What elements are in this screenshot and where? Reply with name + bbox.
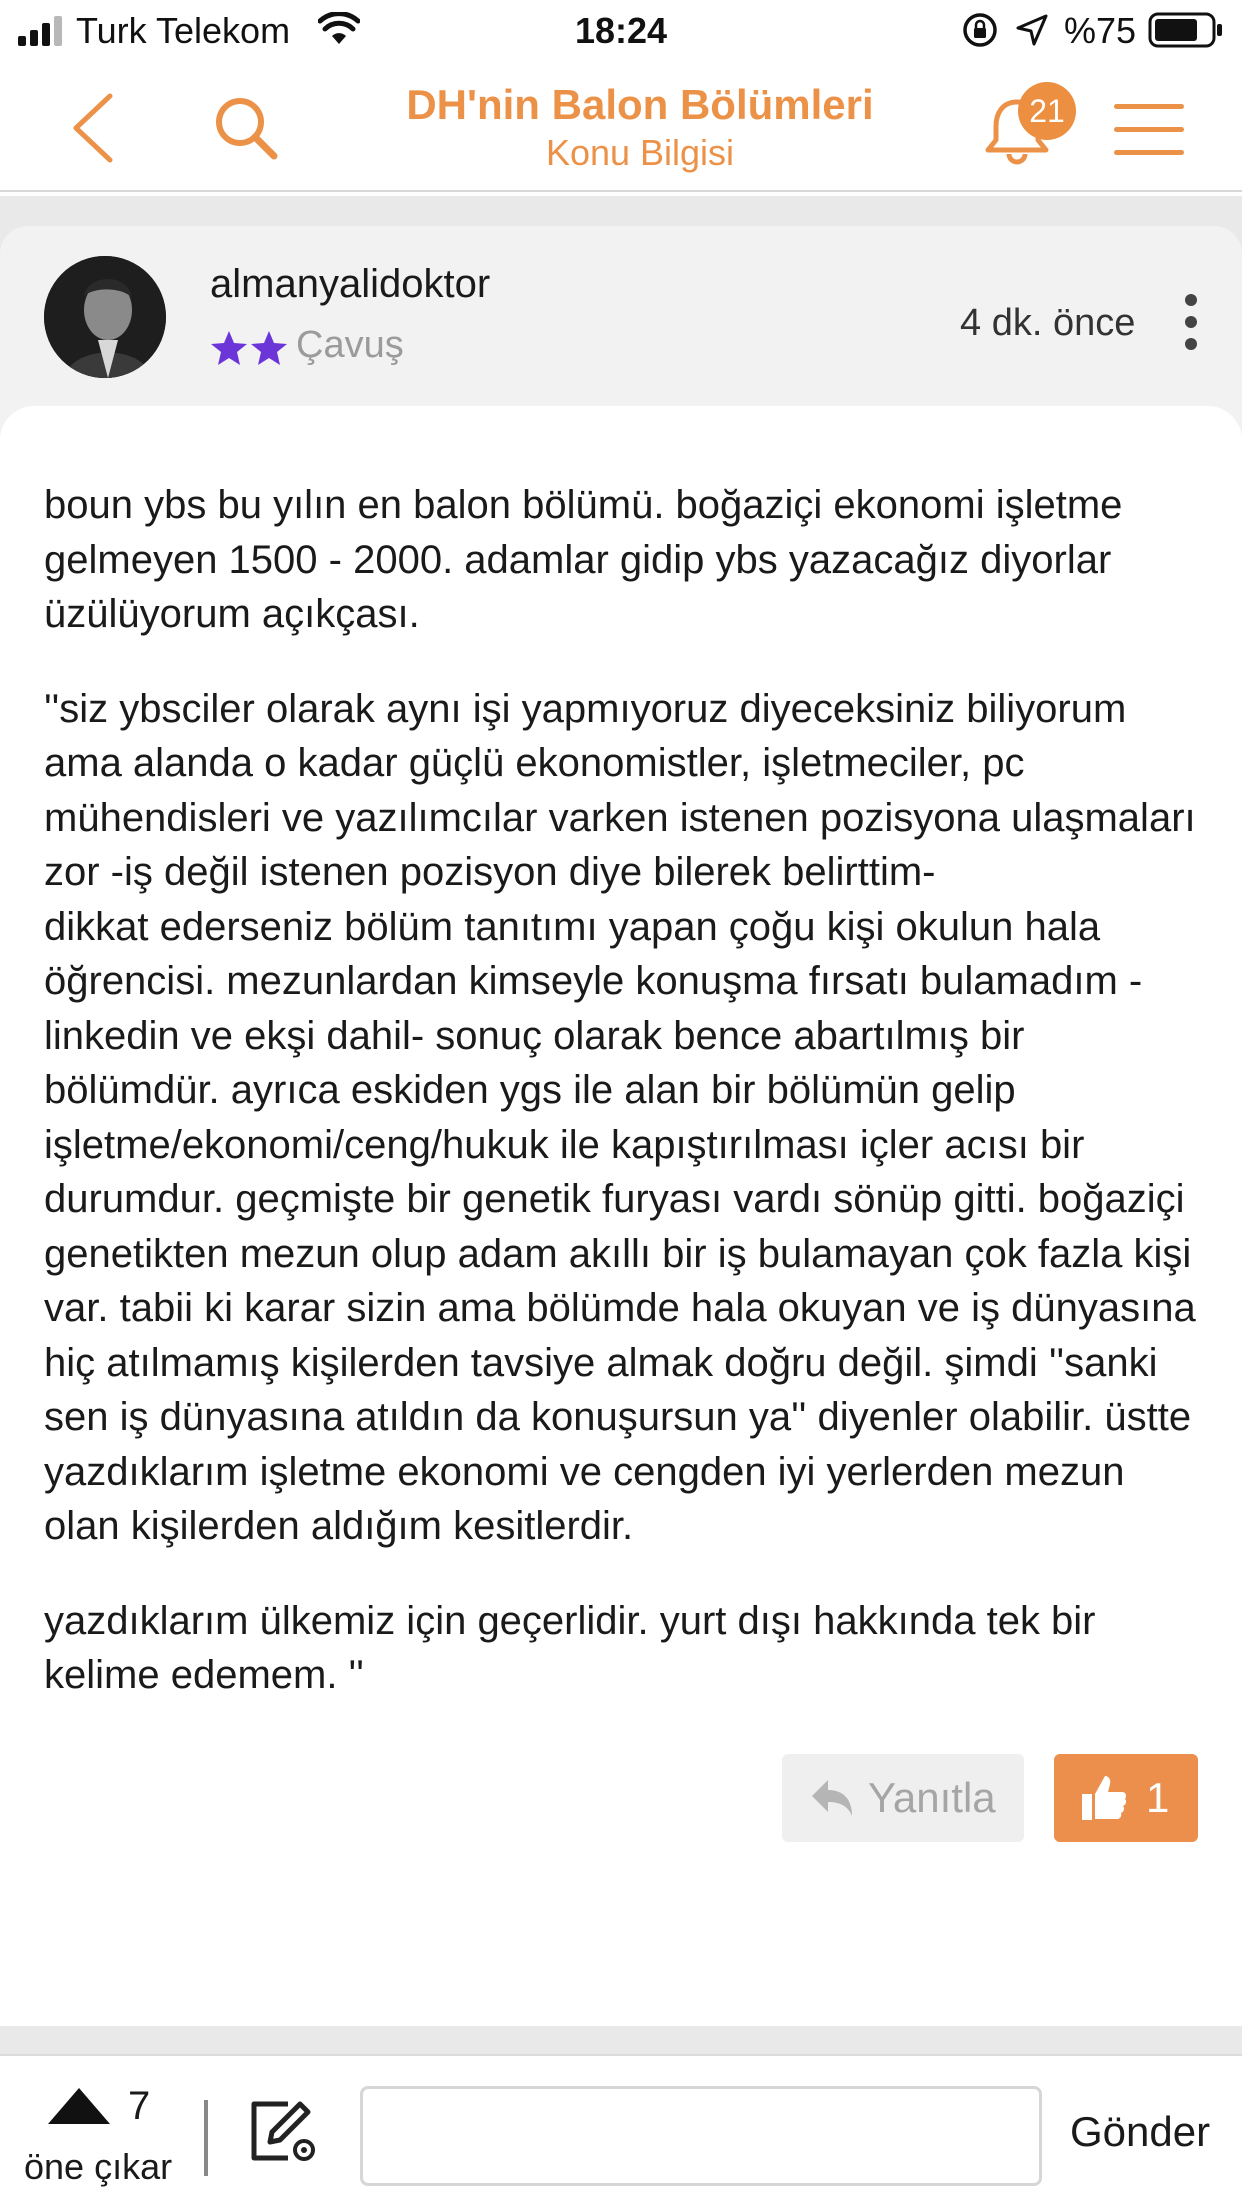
thumbs-up-icon [1080, 1772, 1128, 1822]
reply-button[interactable] [782, 1754, 1024, 1842]
avatar-image [44, 256, 166, 378]
reply-text-input[interactable] [360, 2086, 1042, 2186]
chevron-left-icon[interactable] [66, 92, 118, 164]
more-vertical-icon[interactable] [1176, 292, 1206, 352]
location-arrow-icon [1016, 14, 1048, 46]
post-timestamp: 4 dk. önce [960, 302, 1136, 344]
post-paragraph: ''siz ybsciler olarak aynı işi yapmıyoruz diyeceksiniz biliyorum ama alanda o kadar güçlü ekonomistler, işletmeciler, pc mühendisleri ve yazılımcılar varken istenen pozisyona ulaşmaları zor -iş değil istenen pozisyon diye bilerek belirttim- [44, 686, 1196, 894]
page-subtitle[interactable]: Konu Bilgisi [545, 132, 735, 173]
avatar[interactable] [44, 256, 166, 378]
rank-stars-icon [210, 328, 290, 368]
edit-settings-icon[interactable] [248, 2096, 320, 2166]
status-bar [0, 0, 1242, 62]
top-navigation-bar [0, 62, 1242, 192]
send-button[interactable]: Gönder [1070, 2108, 1211, 2155]
user-rank: Çavuş [296, 324, 404, 366]
post-header [0, 226, 1242, 406]
bottom-action-bar [0, 2054, 1242, 2208]
battery-icon [1148, 12, 1224, 48]
title-block [340, 80, 940, 176]
post-paragraph: dikkat ederseniz bölüm tanıtımı yapan çoğu kişi okulun hala öğrencisi. mezunlardan kimseyle konuşma fırsatı bulamadım -linkedin ve ekşi dahil- sonuç olarak bence abartılmış bir bölümdür. ayrıca eskiden ygs ile alan bir bölümün gelip işletme/ekonomi/ceng/hukuk ile kapıştırılması içler acısı bir durumdur. geçmişte bir genetik furyası vardı sönüp gitti. boğaziçi genetikten mezun olup adam akıllı bir iş bulamayan çok fazla kişi var. tabii ki karar sizin ama bölümde hala okuyan ve iş dünyasına hiç atılmamış kişilerden tavsiye almak doğru değil. şimdi ''sanki sen iş dünyasına atıldın da konuşursun ya'' diyenler olabilir. üstte yazdıklarım işletme ekonomi ve cengden iyi yerlerden mezun olan kişilerden aldığım kesitlerdir. [44, 904, 1196, 1548]
post-card [0, 226, 1242, 2026]
like-button[interactable] [1054, 1754, 1198, 1842]
post-feed[interactable] [0, 196, 1242, 2054]
clock: 18:24 [574, 10, 668, 51]
notification-badge: 21 [1018, 82, 1076, 140]
divider [204, 2100, 208, 2176]
upvote-label[interactable]: öne çıkar [24, 2146, 173, 2187]
rotation-lock-icon [962, 12, 998, 48]
page-title: DH'nin Balon Bölümleri [406, 81, 874, 128]
carrier-name: Turk Telekom [76, 10, 291, 51]
post-content [44, 478, 1204, 1743]
post-paragraph: yazdıklarım ülkemiz için geçerlidir. yurt dışı hakkında tek bir kelime edemem. '' [44, 1598, 1096, 1697]
reply-label: Yanıtla [868, 1774, 996, 1821]
triangle-up-icon[interactable] [46, 2086, 112, 2126]
reply-arrow-icon [810, 1778, 854, 1818]
battery-percent: %75 [1064, 10, 1137, 51]
username[interactable]: almanyalidoktor [210, 262, 491, 306]
search-icon[interactable] [210, 92, 282, 164]
post-paragraph: boun ybs bu yılın en balon bölümü. boğaziçi ekonomi işletme gelmeyen 1500 - 2000. adamlar gidip ybs yazacağız diyorlar üzülüyorum açıkçası. [44, 483, 1123, 636]
like-count: 1 [1146, 1774, 1170, 1821]
upvote-count: 7 [128, 2084, 151, 2128]
post-body [0, 406, 1242, 2026]
hamburger-menu-icon[interactable] [1114, 102, 1184, 158]
